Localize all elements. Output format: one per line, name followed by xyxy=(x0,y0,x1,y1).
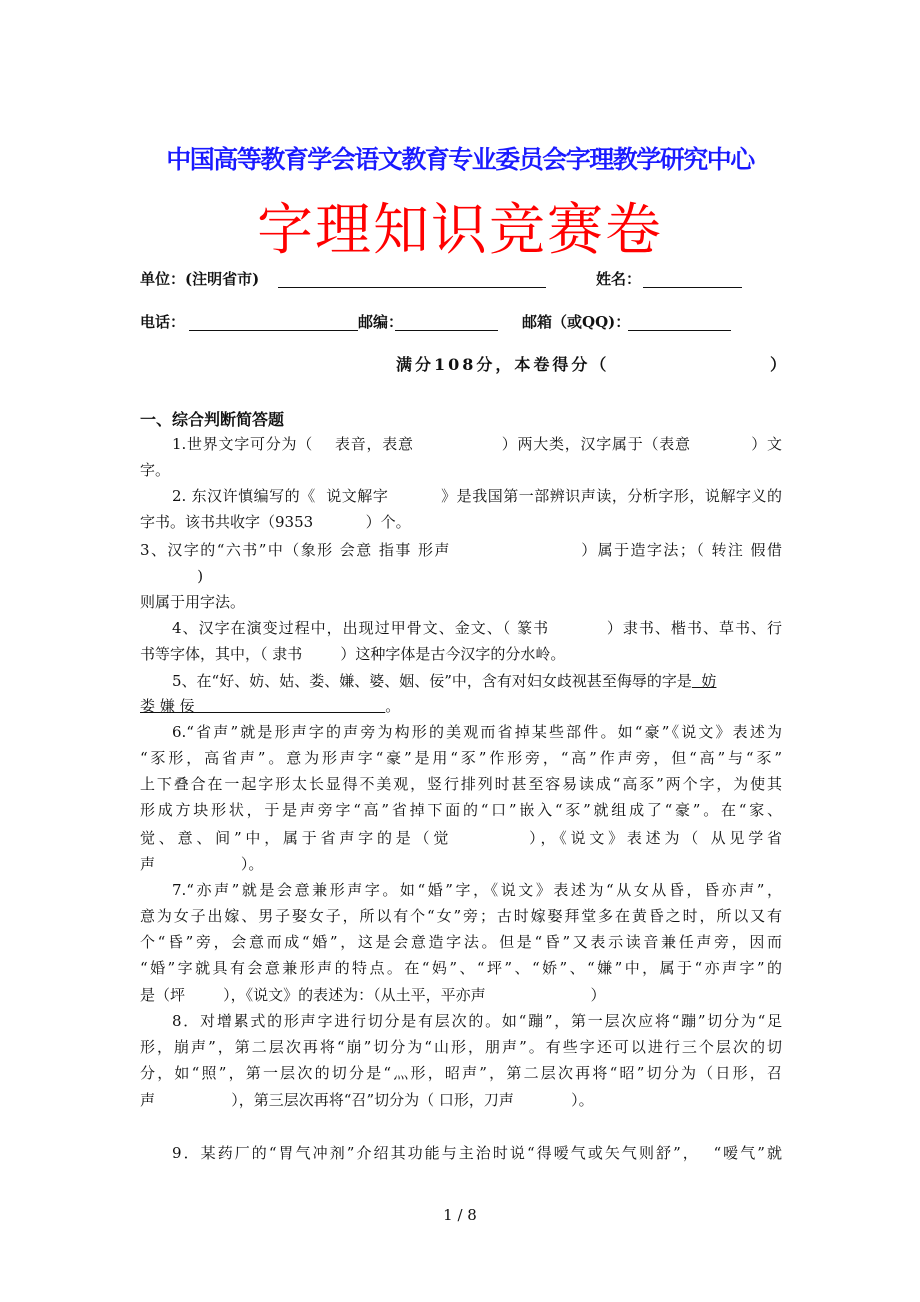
score-close: ） xyxy=(770,355,787,374)
question-6-line: 觉、意、间”中，属于省声字的是（觉 ），《说文》表述为（ 从见学省 xyxy=(140,829,782,847)
question-8-line: 8．对增累式的形声字进行切分是有层次的。如“蹦”，第一层次应将“蹦”切分为“足 xyxy=(172,1012,782,1030)
question-3-line: 3、汉字的“六书”中（象形 会意 指事 形声 ）属于造字法；（ 转注 假借 xyxy=(140,541,782,559)
question-1-line: 字。 xyxy=(140,461,171,479)
unit-field[interactable] xyxy=(278,287,546,288)
name-field[interactable] xyxy=(643,287,742,288)
zip-field[interactable] xyxy=(395,330,498,331)
question-6-line: 上下叠合在一起字形太长显得不美观，竖行排列时甚至容易读成“高豕”两个字，为使其 xyxy=(140,775,782,793)
question-1-line: 1.世界文字可分为（ 表音，表意 ）两大类，汉字属于（表意 ）文 xyxy=(172,435,782,453)
question-2-line: 字书。该书共收字（9353 ）个。 xyxy=(140,513,411,531)
question-8-line: 分，如“照”，第一层次的切分是“灬形，昭声”，第二层次再将“昭”切分为（日形，召 xyxy=(140,1064,782,1082)
question-4-line: 书等字体，其中，（ 隶书 ）这种字体是古今汉字的分水岭。 xyxy=(140,645,566,663)
question-5-end: 。 xyxy=(385,697,401,715)
question-7-line: 是（坪 ），《说文》的表述为：（从土平，平亦声 ） xyxy=(140,986,606,1004)
question-7-line: 个“昏”旁，会意而成“婚”，这是会意造字法。但是“昏”又表示读音兼任声旁，因而 xyxy=(140,933,782,951)
question-7-line: 7.“亦声”就是会意兼形声字。如“婚”字，《说文》表述为“从女从昏，昏亦声”， xyxy=(172,881,782,899)
phone-field[interactable] xyxy=(189,330,358,331)
question-3-line: ) xyxy=(140,567,204,585)
question-2-line: 2. 东汉许慎编写的《 说文解字 》是我国第一部辨识声读，分析字形，说解字义的 xyxy=(172,487,782,505)
question-8-line: 形，崩声”，第二层次再将“崩”切分为“山形，朋声”。有些字还可以进行三个层次的切 xyxy=(140,1038,782,1056)
score-text: 满分108分，本卷得分（ xyxy=(396,355,610,374)
exam-title: 字理知识竞赛卷 xyxy=(257,198,663,263)
question-6-line: 形成方块形状，于是声旁字“高”省掉下面的“口”嵌入“豕”就组成了“豪”。在“家、 xyxy=(140,801,782,819)
email-label: 邮箱（或QQ)： xyxy=(522,313,631,331)
question-6-line: “豕形，高省声”。意为形声字“豪”是用“豕”作形旁，“高”作声旁，但“高”与“豕” xyxy=(140,749,782,767)
question-5-line xyxy=(140,696,782,716)
question-9-line: 9．某药厂的“胃气冲剂”介绍其功能与主治时说“得嗳气或矢气则舒”， “嗳气”就 xyxy=(172,1144,782,1162)
question-7-line: “婚”字就具有会意兼形声的特点。在“妈”、“坪”、“娇”、“嫌”中，属于“亦声字”的 xyxy=(140,959,782,977)
question-7-line: 意为女子出嫁、男子娶女子，所以有个“女”旁；古时嫁娶拜堂多在黄昏之时，所以又有 xyxy=(140,907,782,925)
phone-label: 电话： xyxy=(140,313,186,331)
question-3-line: 则属于用字法。 xyxy=(140,593,246,611)
page-number: 1 / 8 xyxy=(443,1206,477,1224)
name-label: 姓名： xyxy=(596,270,642,288)
organization-header: 中国高等教育学会语文教育专业委员会字理教学研究中心 xyxy=(166,145,754,174)
question-5-text: 5、在“好、妨、姑、娄、嫌、婆、姻、佞”中，含有对妇女歧视甚至侮辱的字是 xyxy=(172,672,692,690)
question-8-line: 声 ），第三层次再将“召”切分为（ 口形，刀声 ）。 xyxy=(140,1091,594,1109)
section-heading: 一、综合判断简答题 xyxy=(140,410,285,429)
question-6-line: 声 ）。 xyxy=(140,855,264,873)
unit-label: 单位：(注明省市) xyxy=(140,270,260,288)
question-5-answer: 娄 嫌 佞 xyxy=(140,697,386,715)
email-field[interactable] xyxy=(628,330,731,331)
question-5-line xyxy=(172,671,782,691)
question-6-line: 6.“省声”就是形声字的声旁为构形的美观而省掉某些部件。如“豪”《说文》表述为 xyxy=(172,723,782,741)
question-5-answer: 妨 xyxy=(691,672,717,690)
zip-label: 邮编： xyxy=(358,313,404,331)
question-4-line: 4、汉字在演变过程中，出现过甲骨文、金文、（ 篆书 ）隶书、楷书、草书、行 xyxy=(172,619,782,637)
